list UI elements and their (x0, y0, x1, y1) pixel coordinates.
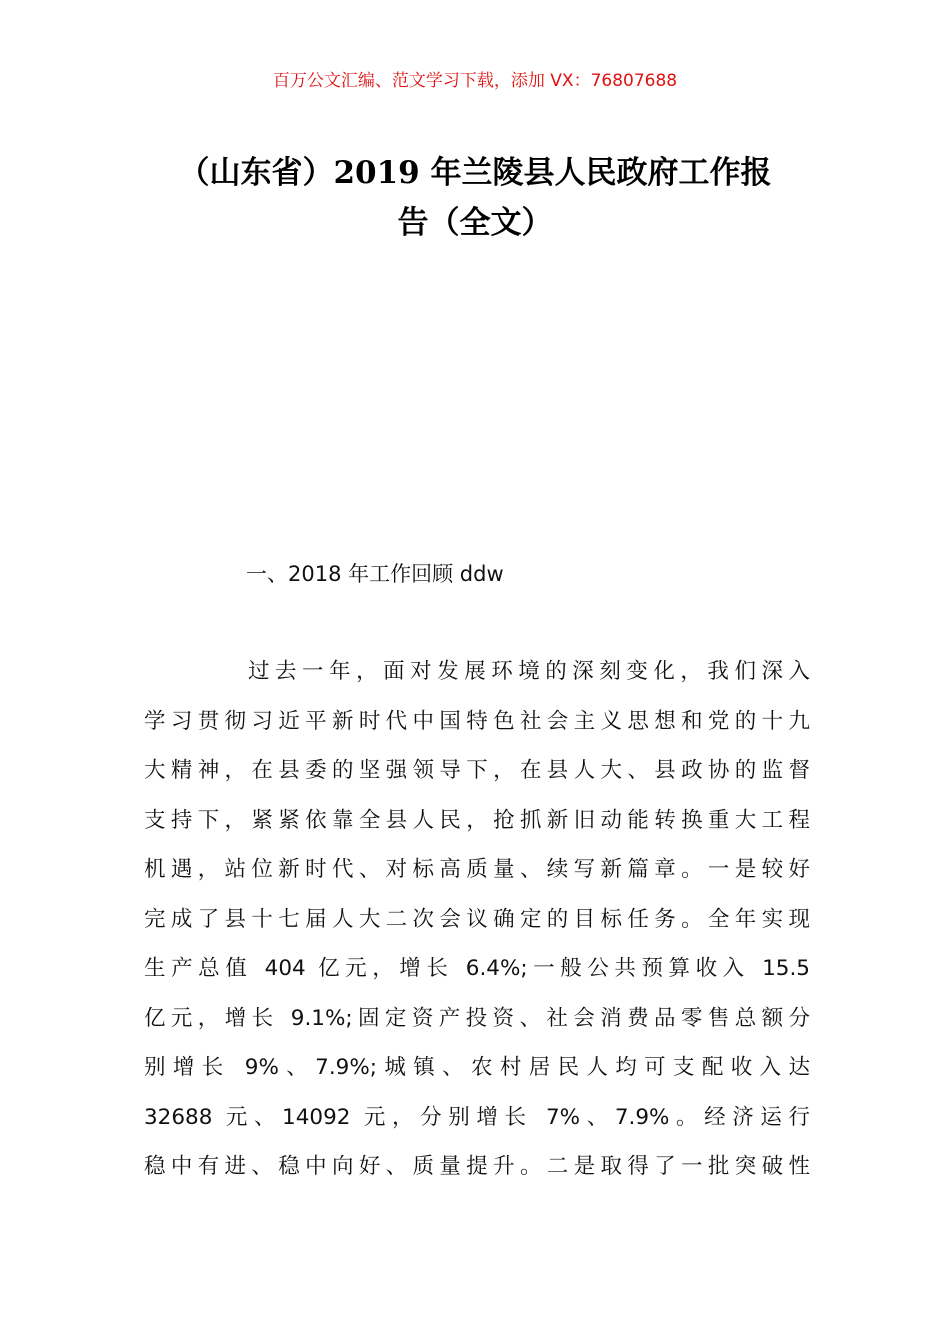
paragraph-line: 学习贯彻习近平新时代中国特色社会主义思想和党的十九 (144, 708, 810, 734)
paragraph-line: 稳中有进、稳中向好、质量提升。二是取得了一批突破性 (144, 1154, 810, 1179)
header-note: 百万公文汇编、范文学习下载，添加 VX：76807688 (272, 71, 678, 91)
paragraph-line: 别增长 9%、7.9%;城镇、农村居民人均可支配收入达 (144, 1055, 810, 1080)
title-line-1: （山东省）2019 年兰陵县人民政府工作报 (178, 155, 772, 191)
paragraph-line: 亿元，增长 9.1%;固定资产投资、社会消费品零售总额分 (144, 1005, 810, 1031)
title-line-2: 告（全文） (397, 205, 553, 241)
paragraph-line: 完成了县十七届人大二次会议确定的目标任务。全年实现 (144, 906, 810, 932)
body-paragraph (144, 652, 810, 1197)
paragraph-line: 生产总值 404 亿元，增长 6.4%;一般公共预算收入 15.5 (144, 956, 810, 981)
paragraph-line: 32688 元、14092 元，分别增长 7%、7.9%。经济运行 (144, 1104, 810, 1130)
section-heading: 一、2018 年工作回顾 ddw (246, 562, 504, 586)
paragraph-line: 过去一年，面对发展环境的深刻变化，我们深入 (248, 659, 810, 684)
paragraph-line: 机遇，站位新时代、对标高质量、续写新篇章。一是较好 (144, 857, 810, 882)
document-title (120, 148, 830, 248)
paragraph-line: 大精神，在县委的坚强领导下，在县人大、县政协的监督 (144, 758, 810, 783)
paragraph-line: 支持下，紧紧依靠全县人民，抢抓新旧动能转换重大工程 (144, 807, 810, 833)
